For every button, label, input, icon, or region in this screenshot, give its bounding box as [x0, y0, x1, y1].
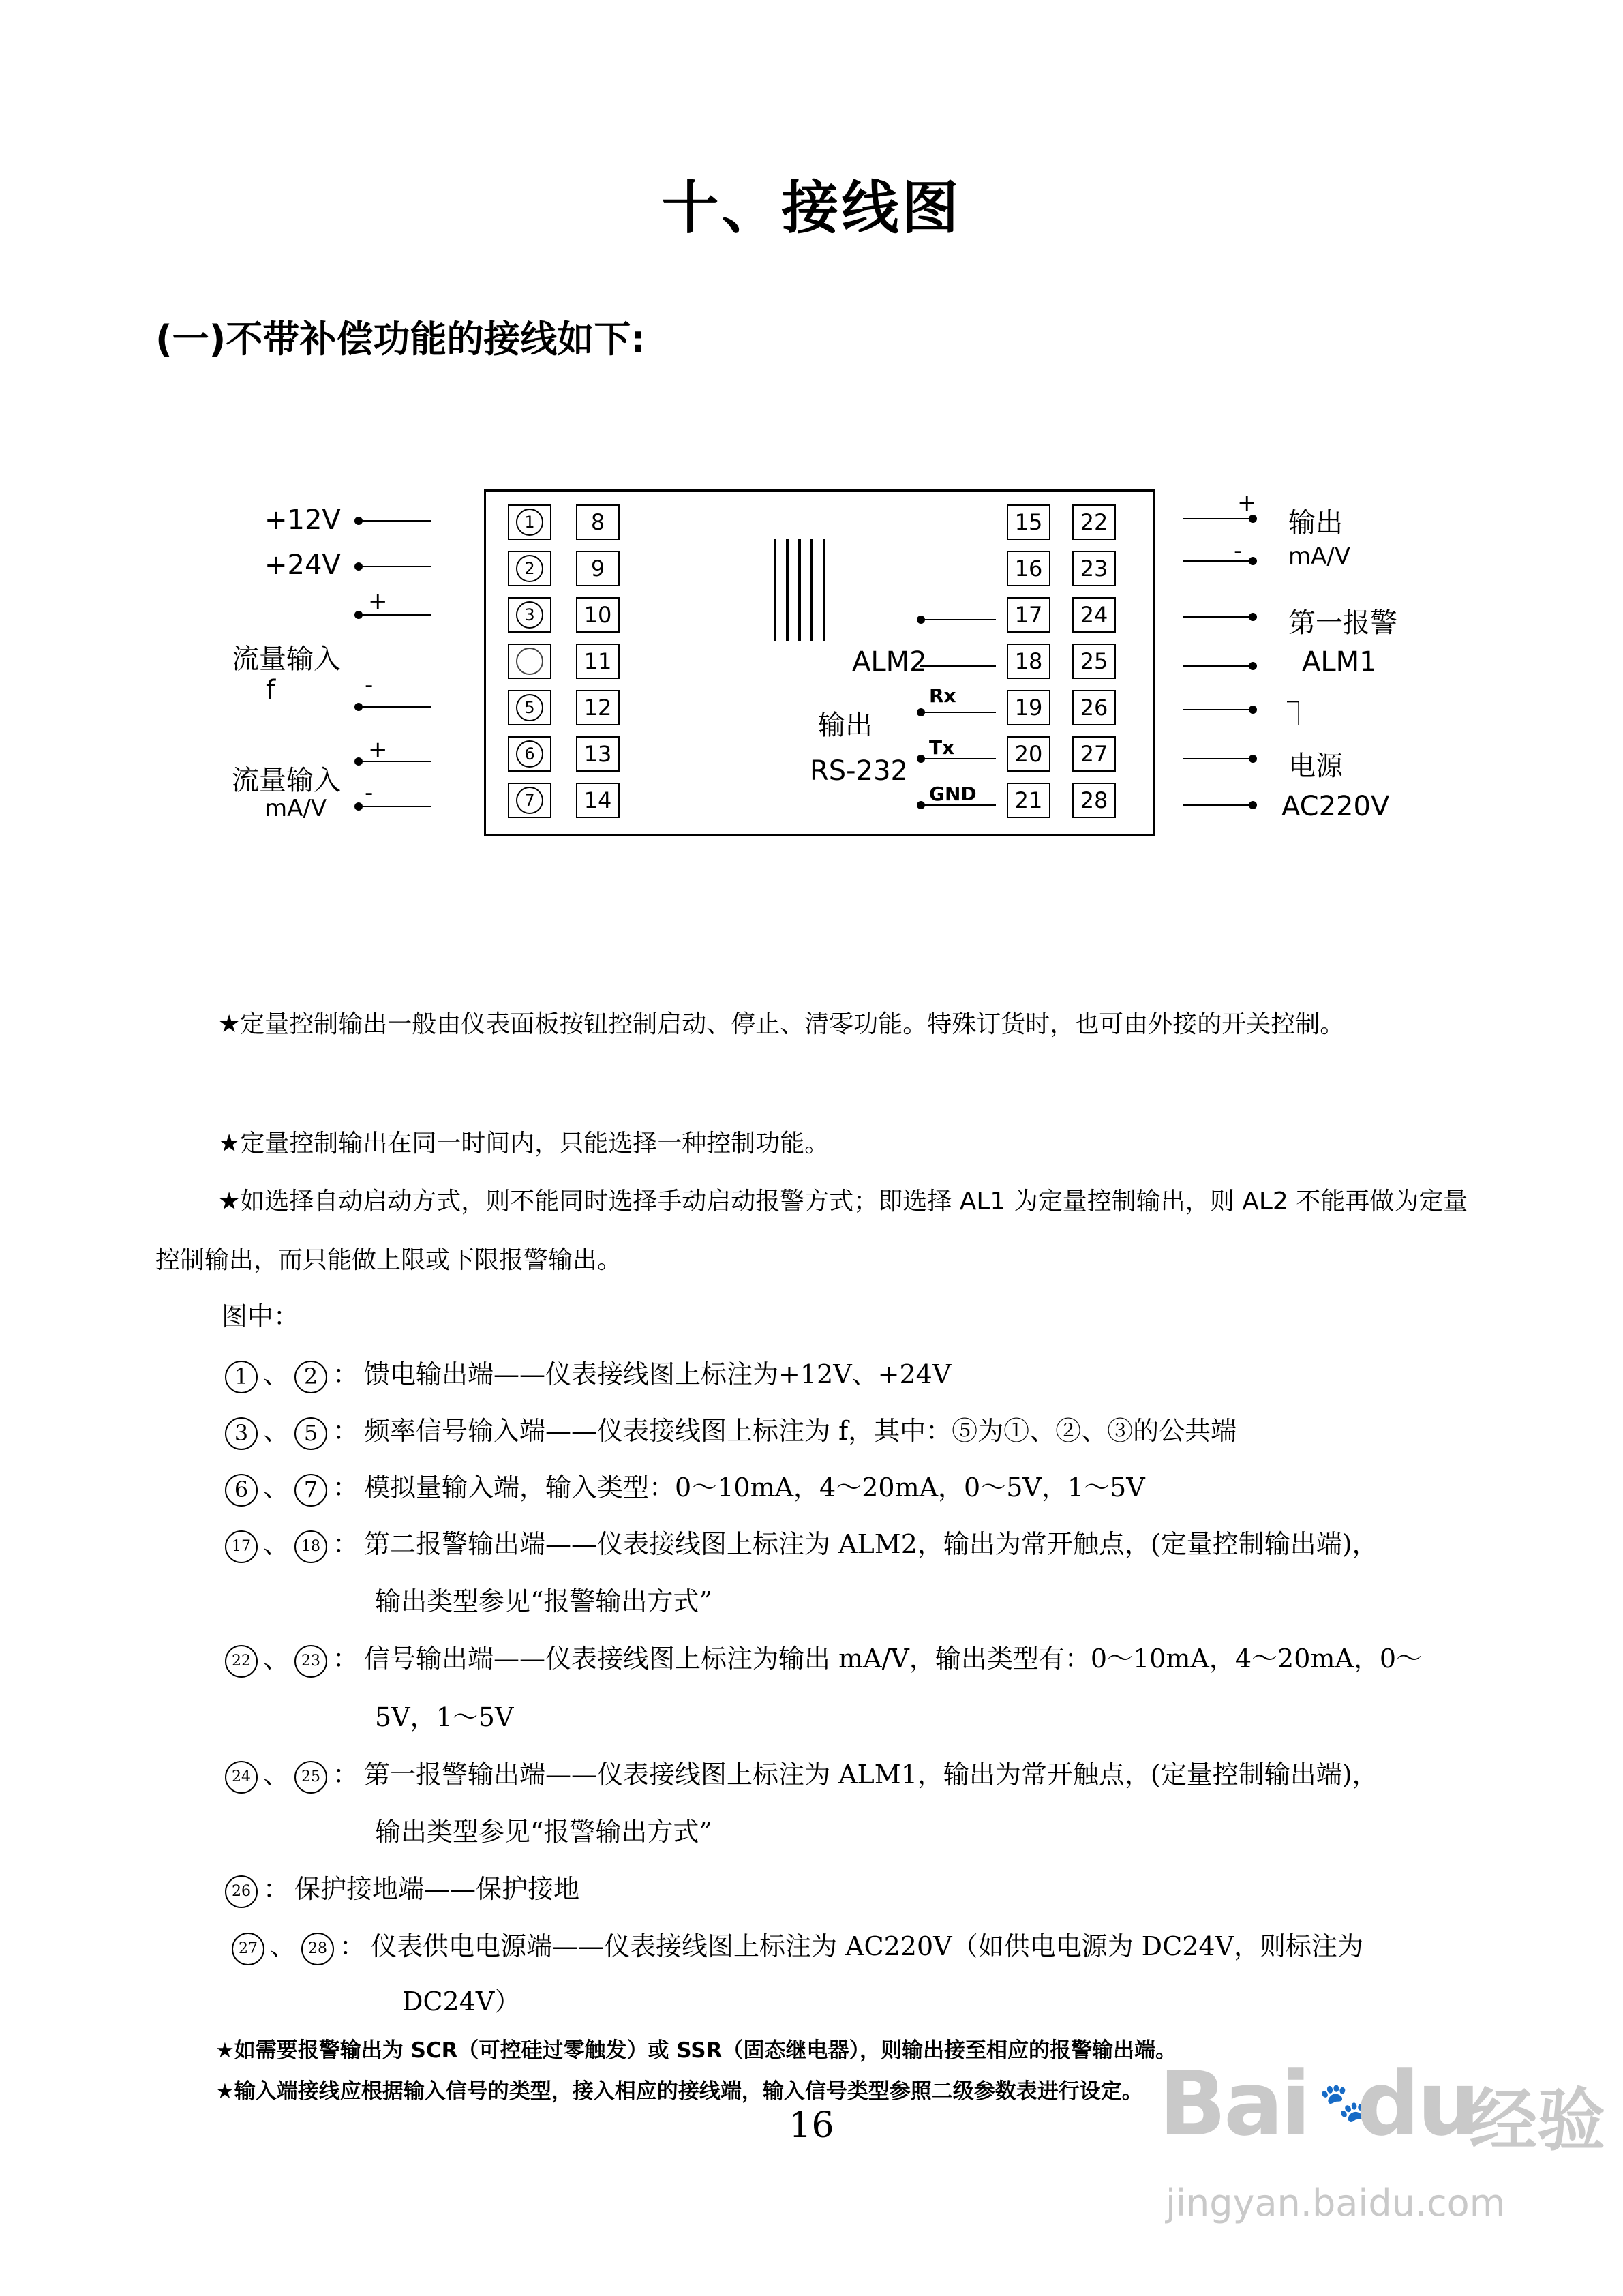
label-alarm1: 第一报警	[1288, 607, 1397, 639]
wire-dot	[1249, 613, 1257, 621]
legend-item: 1 、 2 ： 馈电输出端——仪表接线图上标注为+12V、+24V	[225, 1353, 951, 1393]
terminal-18: 18	[1007, 644, 1050, 679]
legend-item: 24 、 25 ： 第一报警输出端——仪表接线图上标注为 ALM1，输出为常开触点，(定量控制输出端)，	[225, 1753, 1378, 1794]
terminal-16: 16	[1007, 551, 1050, 586]
terminal-17: 17	[1007, 597, 1050, 633]
paragraph-3: ★如选择自动启动方式，则不能同时选择手动启动报警方式；即选择 AL1 为定量控制输出，则 AL2 不能再做为定量控制输出，而只能做上限或下限报警输出。	[155, 1188, 1468, 1274]
wire-dot	[1249, 706, 1257, 714]
note-2: ★输入端接线应根据输入信号的类型，接入相应的接线端，输入信号类型参照二级参数表进行设定。	[215, 2079, 1143, 2104]
terminal-27: 27	[1072, 736, 1116, 772]
watermark-brand: Bai	[1159, 2052, 1309, 2156]
label-flow-input-f: 流量输入	[232, 644, 341, 675]
watermark-brand-2: du	[1356, 2052, 1478, 2156]
terminal-19: 19	[1007, 690, 1050, 725]
terminal-14: 14	[576, 783, 620, 818]
legend-item: 27 、 28 ： 仪表供电电源端——仪表接线图上标注为 AC220V（如供电电源为 DC24V，则标注为	[232, 1925, 1363, 1965]
legend-continuation: DC24V）	[402, 1987, 521, 2016]
sign-plus-f: +	[368, 588, 388, 615]
terminal-6: 6	[508, 736, 551, 772]
legend-item: 26 ： 保护接地端——保护接地	[225, 1868, 579, 1908]
display-bar	[810, 539, 813, 641]
display-bar	[823, 539, 825, 641]
label-alm1: ALM1	[1302, 646, 1377, 678]
page-title: 十、接线图	[661, 175, 962, 241]
label-rx: Rx	[929, 684, 956, 707]
terminal-15: 15	[1007, 504, 1050, 540]
label-flow-input-ma: 流量输入	[232, 765, 341, 796]
display-bar	[786, 539, 789, 641]
label-12v: +12V	[264, 504, 341, 536]
terminal-7: 7	[508, 783, 551, 818]
sign-minus-ma: -	[365, 779, 374, 806]
terminal-4	[508, 644, 551, 679]
wire	[359, 761, 431, 762]
wire	[921, 758, 996, 759]
legend-item: 17 、 18 ： 第二报警输出端——仪表接线图上标注为 ALM2，输出为常开触点，(定量控制输出端)，	[225, 1523, 1378, 1563]
wire	[921, 712, 996, 713]
terminal-3: 3	[508, 597, 551, 633]
wire	[359, 520, 431, 522]
label-ma-v-left: mA/V	[264, 795, 327, 822]
wire	[1183, 804, 1251, 806]
label-rs232-output: 输出	[818, 710, 873, 741]
sign-minus-output: -	[1234, 537, 1243, 564]
wire-dot	[1249, 755, 1257, 763]
wire-dot	[1249, 662, 1257, 670]
wire	[359, 614, 431, 616]
sign-plus-ma: +	[368, 736, 388, 764]
label-ma-v-right: mA/V	[1288, 543, 1351, 570]
wire	[921, 804, 996, 806]
legend-item: 6 、 7 ： 模拟量输入端，输入类型：0～10mA，4～20mA，0～5V，1～5V	[225, 1466, 1145, 1507]
wire	[1183, 518, 1251, 519]
wire	[1183, 616, 1251, 618]
wire	[1183, 665, 1251, 667]
terminal-21: 21	[1007, 783, 1050, 818]
display-bar	[798, 539, 801, 641]
terminal-2: 2	[508, 551, 551, 586]
legend-continuation: 5V，1～5V	[375, 1702, 514, 1732]
wire-dot	[1249, 801, 1257, 809]
terminal-1: 1	[508, 504, 551, 540]
label-f: f	[266, 675, 276, 706]
watermark-url: jingyan.baidu.com	[1166, 2181, 1506, 2224]
wire	[359, 706, 431, 708]
wire	[1183, 758, 1251, 759]
terminal-10: 10	[576, 597, 620, 633]
legend-item: 3 、 5 ： 频率信号输入端——仪表接线图上标注为 f，其中：⑤为①、②、③的公共端	[225, 1410, 1237, 1450]
legend-item: 22 、 23 ： 信号输出端——仪表接线图上标注为输出 mA/V，输出类型有：0～10mA，4～20mA，0～	[225, 1637, 1422, 1678]
terminal-26: 26	[1072, 690, 1116, 725]
wire	[359, 806, 431, 807]
terminal-28: 28	[1072, 783, 1116, 818]
page-number: 16	[789, 2105, 834, 2146]
terminal-5: 5	[508, 690, 551, 725]
terminal-9: 9	[576, 551, 620, 586]
wire-dot	[1249, 557, 1257, 565]
terminal-13: 13	[576, 736, 620, 772]
terminal-23: 23	[1072, 551, 1116, 586]
wire	[359, 566, 431, 567]
legend-continuation: 输出类型参见“报警输出方式”	[375, 1817, 712, 1847]
wire	[920, 665, 996, 667]
label-tx: Tx	[929, 736, 955, 759]
watermark-jingyan: 经验	[1469, 2081, 1605, 2160]
label-24v: +24V	[264, 549, 341, 581]
terminal-20: 20	[1007, 736, 1050, 772]
note-1: ★如需要报警输出为 SCR（可控硅过零触发）或 SSR（固态继电器），则输出接至相应的报警输出端。	[215, 2038, 1177, 2063]
legend-heading: 图中：	[222, 1301, 300, 1331]
paragraph-1: ★定量控制输出一般由仪表面板按钮控制启动、停止、清零功能。特殊订货时，也可由外接的开关控制。	[218, 1010, 1345, 1038]
terminal-8: 8	[576, 504, 620, 540]
label-output: 输出	[1288, 507, 1343, 539]
label-alm2: ALM2	[852, 646, 927, 678]
label-gnd: GND	[929, 783, 977, 805]
terminal-24: 24	[1072, 597, 1116, 633]
paw-icon: 🐾	[1319, 2081, 1367, 2125]
terminal-12: 12	[576, 690, 620, 725]
paragraph-2: ★定量控制输出在同一时间内，只能选择一种控制功能。	[218, 1130, 830, 1158]
terminal-22: 22	[1072, 504, 1116, 540]
wire	[921, 619, 996, 620]
label-ac220v: AC220V	[1281, 791, 1390, 822]
legend-continuation: 输出类型参见“报警输出方式”	[375, 1586, 712, 1616]
label-power: 电源	[1288, 751, 1343, 782]
terminal-11: 11	[576, 644, 620, 679]
wire	[1183, 709, 1251, 710]
sign-minus-f: -	[365, 671, 374, 699]
label-rs232: RS-232	[810, 755, 908, 787]
display-bar	[774, 539, 776, 641]
section-heading: (一)不带补偿功能的接线如下:	[155, 318, 646, 361]
sign-plus-output: +	[1237, 489, 1257, 517]
ground-icon: ⏋	[1287, 701, 1310, 728]
terminal-25: 25	[1072, 644, 1116, 679]
